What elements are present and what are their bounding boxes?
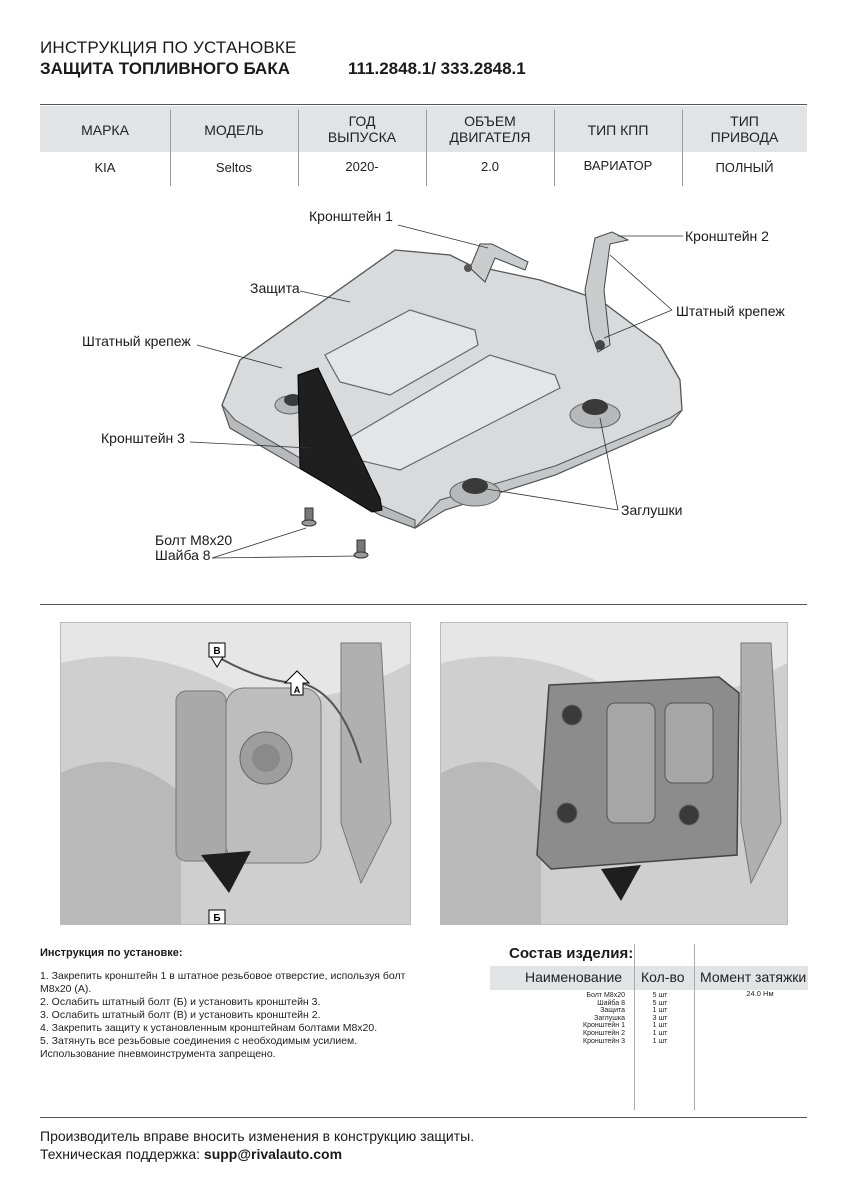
spec-col-divider xyxy=(682,110,683,186)
support-label: Техническая поддержка: xyxy=(40,1146,201,1162)
spec-col-divider xyxy=(298,110,299,186)
instruction-step: 3. Ослабить штатный болт (В) и установить кронштейн 2. xyxy=(40,1009,321,1021)
spec-col-divider xyxy=(170,110,171,186)
composition-item-name: Кронштейн 3 xyxy=(583,1037,625,1045)
svg-text:А: А xyxy=(293,685,301,695)
instruction-step: Использование пневмоинструмента запрещено. xyxy=(40,1048,276,1060)
footer-divider xyxy=(40,1117,807,1118)
spec-col-divider xyxy=(554,110,555,186)
spec-header-drive: ТИП ПРИВОДА xyxy=(710,113,779,145)
composition-item-name: Болт М8х20 xyxy=(586,992,625,999)
spec-value-gearbox: ВАРИАТОР xyxy=(583,158,653,173)
composition-item-qty: 5 шт xyxy=(652,999,668,1007)
svg-text:Б: Б xyxy=(213,913,221,924)
composition-item-name: Защита xyxy=(600,1007,625,1015)
spec-value-model: Seltos xyxy=(215,160,253,175)
instruction-step: 1. Закрепить кронштейн 1 в штатное резьбовое отверстие, используя болт xyxy=(40,970,406,982)
footer-support xyxy=(40,1146,342,1162)
photo-after-install xyxy=(440,622,788,925)
composition-col-qty: Кол-во xyxy=(641,969,685,985)
doc-title-line1: ИНСТРУКЦИЯ ПО УСТАНОВКЕ xyxy=(40,38,297,57)
spec-value-drive: ПОЛНЫЙ xyxy=(715,160,774,175)
instructions-title: Инструкция по установке: xyxy=(40,947,183,959)
composition-col-name: Наименование xyxy=(525,969,623,985)
instruction-step: 5. Затянуть все резьбовые соединения с необходимым усилием. xyxy=(40,1035,358,1047)
photo-before-install xyxy=(60,622,411,925)
svg-text:В: В xyxy=(213,646,221,657)
callout-bracket-1: Кронштейн 1 xyxy=(309,208,393,224)
spec-header-year: ГОД ВЫПУСКА xyxy=(327,113,397,145)
spec-value-engine: 2.0 xyxy=(480,159,500,174)
spec-col-divider xyxy=(426,110,427,186)
instruction-step: 2. Ослабить штатный болт (Б) и установить кронштейн 3. xyxy=(40,996,321,1008)
spec-value-brand: KIA xyxy=(94,160,116,175)
header-divider xyxy=(40,104,807,105)
composition-item-name: Кронштейн 1 xyxy=(583,1022,625,1030)
support-email-link[interactable]: supp@rivalauto.com xyxy=(203,1146,343,1162)
bolt-m8x20 xyxy=(302,508,316,526)
composition-item-name: Заглушка xyxy=(594,1014,625,1022)
spec-header-brand: МАРКА xyxy=(81,122,129,138)
footer-disclaimer: Производитель вправе вносить изменения в конструкцию защиты. xyxy=(40,1128,475,1144)
composition-item-qty: 5 шт xyxy=(652,992,668,999)
composition-torque-value: 24.0 Нм xyxy=(746,989,774,998)
composition-title: Состав изделия: xyxy=(509,945,634,962)
bolt-m8x20 xyxy=(354,540,368,558)
callout-washer: Шайба 8 xyxy=(155,547,211,563)
callout-bolt: Болт М8х20 xyxy=(155,532,233,548)
composition-col-divider xyxy=(694,944,695,1110)
composition-col-divider xyxy=(634,944,635,1110)
shield-exploded-diagram xyxy=(0,195,849,595)
composition-item-qty: 3 шт xyxy=(652,1014,668,1022)
marker-b xyxy=(209,910,225,924)
callout-std-mount-right: Штатный крепеж xyxy=(676,303,785,319)
composition-item-name: Шайба 8 xyxy=(597,999,625,1007)
composition-item-qty: 1 шт xyxy=(652,1022,668,1030)
callout-std-mount-left: Штатный крепеж xyxy=(82,333,191,349)
composition-item-qty: 1 шт xyxy=(652,1037,668,1045)
callout-plugs: Заглушки xyxy=(621,502,683,518)
instruction-step: М8х20 (А). xyxy=(40,983,92,995)
spec-header-gearbox: ТИП КПП xyxy=(587,122,649,138)
callout-bracket-2: Кронштейн 2 xyxy=(685,228,769,244)
composition-item-qty: 1 шт xyxy=(652,1007,668,1015)
callout-shield: Защита xyxy=(250,280,300,296)
callout-bracket-3: Кронштейн 3 xyxy=(101,430,185,446)
spec-header-engine: ОБЪЕМ ДВИГАТЕЛЯ xyxy=(449,113,531,145)
diagram-divider xyxy=(40,604,807,605)
spec-value-year: 2020- xyxy=(345,159,379,174)
composition-item-qty: 1 шт xyxy=(652,1030,668,1037)
part-codes: 111.2848.1/ 333.2848.1 xyxy=(348,59,526,78)
composition-item-name: Кронштейн 2 xyxy=(583,1030,625,1037)
doc-title-line2: ЗАЩИТА ТОПЛИВНОГО БАКА xyxy=(40,59,290,78)
instruction-step: 4. Закрепить защиту к установленным кронштейнам болтами М8х20. xyxy=(40,1022,378,1034)
composition-col-torque: Момент затяжки xyxy=(700,969,807,985)
spec-header-model: МОДЕЛЬ xyxy=(204,122,264,138)
